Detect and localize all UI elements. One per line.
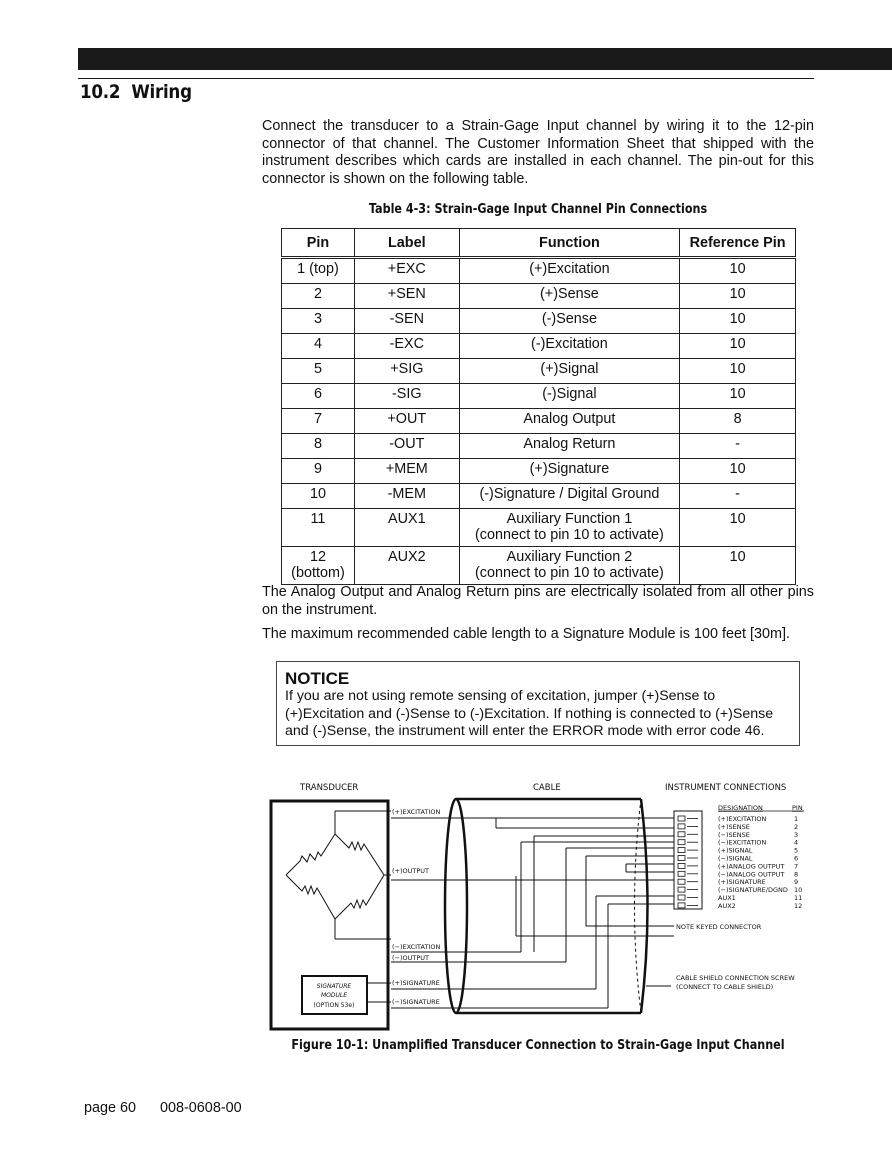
cell-function: (+)Signal — [459, 359, 679, 384]
table-row — [282, 309, 796, 334]
pin-designation-list — [718, 815, 802, 910]
cell-pin: 6 — [282, 384, 355, 409]
cell-function: Analog Return — [459, 434, 679, 459]
cell-function: (-)Excitation — [459, 334, 679, 359]
cell-pin: 7 — [282, 409, 355, 434]
pin-number: 4 — [794, 838, 799, 847]
cell-reference-pin: 10 — [680, 309, 796, 334]
column-header-pin: Pin — [282, 229, 355, 258]
connector-pin-slot — [678, 832, 685, 837]
pin-number: 3 — [794, 830, 799, 839]
pin-designation: (+)EXCITATION — [718, 815, 767, 823]
pin-designation: (−)EXCITATION — [718, 838, 767, 847]
pin-table-header-pin: PIN — [792, 804, 803, 812]
cell-label: AUX1 — [354, 509, 459, 547]
connector-pin-slot — [678, 895, 685, 900]
header-bar — [78, 48, 892, 70]
cell-reference-pin: 8 — [680, 409, 796, 434]
pin-number: 7 — [794, 862, 799, 871]
cell-function: Auxiliary Function 1 (connect to pin 10 to activate) — [459, 509, 679, 547]
pin-designation: AUX2 — [718, 901, 736, 910]
cell-pin: 10 — [282, 484, 355, 509]
cell-label: +SIG — [354, 359, 459, 384]
pin-number: 9 — [794, 878, 799, 887]
cell-pin: 3 — [282, 309, 355, 334]
section-heading — [80, 81, 192, 103]
pin-table-header-designation: DESIGNATION — [718, 804, 763, 812]
table-row — [282, 258, 796, 284]
bridge-resistor-network — [286, 811, 391, 939]
pin-designation: (+)SENSE — [718, 822, 750, 831]
wire-label-neg-output: (−)OUTPUT — [392, 954, 430, 962]
wire-label-neg-excitation: (−)EXCITATION — [392, 943, 441, 951]
pin-designation: AUX1 — [718, 894, 736, 902]
pin-designation: (−)SIGNATURE/DGND — [718, 886, 788, 895]
wire-label-neg-signature: (−)SIGNATURE — [392, 998, 440, 1006]
table-row — [282, 547, 796, 585]
table-row — [282, 509, 796, 547]
heading-cable: CABLE — [533, 783, 561, 793]
cell-label: -SEN — [354, 309, 459, 334]
keyed-connector-note: NOTE KEYED CONNECTOR — [676, 923, 762, 931]
connector-pin-slot — [678, 863, 685, 868]
header-rule — [78, 78, 814, 79]
wiring-diagram — [266, 776, 812, 1034]
cell-reference-pin: 10 — [680, 258, 796, 284]
heading-instrument: INSTRUMENT CONNECTIONS — [665, 783, 787, 793]
cell-reference-pin: 10 — [680, 334, 796, 359]
cell-label: AUX2 — [354, 547, 459, 585]
column-header-label: Label — [354, 229, 459, 258]
cell-label: +MEM — [354, 459, 459, 484]
table-row — [282, 359, 796, 384]
cell-reference-pin: 10 — [680, 547, 796, 585]
table-header-row — [282, 229, 796, 258]
notice-title: NOTICE — [285, 669, 350, 688]
signature-module-line-1: SIGNATURE — [316, 983, 352, 990]
signature-module-line-2: MODULE — [320, 992, 348, 999]
cell-reference-pin: 10 — [680, 384, 796, 409]
section-number: 10.2 — [80, 81, 121, 103]
pin-number: 12 — [794, 901, 803, 910]
pin-designation: (−)SIGNAL — [718, 854, 753, 863]
wire-label-pos-excitation: (+)EXCITATION — [392, 808, 441, 816]
cable-right-end — [641, 799, 648, 1013]
cell-pin: 4 — [282, 334, 355, 359]
pin-designation: (+)SIGNAL — [718, 846, 753, 855]
cell-function: (-)Sense — [459, 309, 679, 334]
connector-pin-slot — [678, 840, 685, 845]
cell-function: Analog Output — [459, 409, 679, 434]
cell-label: +SEN — [354, 284, 459, 309]
cell-function: (-)Signature / Digital Ground — [459, 484, 679, 509]
pin-connections-table — [281, 228, 796, 585]
notice-body: If you are not using remote sensing of excitation, jumper (+)Sense to (+)Excitation and (-)Sense to (-)Excitation. If nothing is connected to (+)Sense and (-)Sense, the instrument will enter the ERROR mode with error code 46. — [285, 688, 774, 739]
pin-number: 2 — [794, 822, 799, 831]
cell-label: -OUT — [354, 434, 459, 459]
connector-pin-slot — [678, 879, 685, 884]
cell-function: (+)Signature — [459, 459, 679, 484]
pin-number: 1 — [794, 815, 799, 823]
cell-function: Auxiliary Function 2 (connect to pin 10 to activate) — [459, 547, 679, 585]
cell-reference-pin: 10 — [680, 359, 796, 384]
connector-pin-slot — [678, 848, 685, 853]
wire-label-pos-output: (+)OUTPUT — [392, 867, 430, 875]
cell-function: (+)Sense — [459, 284, 679, 309]
cell-label: -SIG — [354, 384, 459, 409]
pin-designation: (−)ANALOG OUTPUT — [718, 870, 785, 879]
pin-designation: (+)SIGNATURE — [718, 878, 766, 887]
pin-designation: (+)ANALOG OUTPUT — [718, 862, 785, 871]
table-row — [282, 484, 796, 509]
heading-transducer: TRANSDUCER — [300, 783, 359, 793]
cable-wires — [449, 818, 674, 1008]
cell-pin: 5 — [282, 359, 355, 384]
table-row — [282, 384, 796, 409]
signature-module-line-3: (OPTION 53e) — [313, 1002, 355, 1009]
isolation-paragraph: The Analog Output and Analog Return pins are electrically isolated from all other pins on the instrument. — [262, 584, 814, 618]
connector-pins — [678, 816, 698, 908]
wire-label-pos-signature: (+)SIGNATURE — [392, 979, 440, 987]
connector-pin-slot — [678, 856, 685, 861]
table-caption: Table 4-3: Strain-Gage Input Channel Pin Connections — [368, 202, 708, 217]
connector-pin-slot — [678, 871, 685, 876]
column-header-function: Function — [459, 229, 679, 258]
pin-number: 11 — [794, 894, 803, 902]
shield-note-line-2: (CONNECT TO CABLE SHIELD) — [676, 983, 774, 991]
cell-pin: 11 — [282, 509, 355, 547]
cell-reference-pin: 10 — [680, 509, 796, 547]
table-row — [282, 459, 796, 484]
table-row — [282, 334, 796, 359]
cell-reference-pin: 10 — [680, 284, 796, 309]
table-body — [282, 258, 796, 585]
pin-number: 6 — [794, 854, 799, 863]
table-row — [282, 284, 796, 309]
pin-number: 10 — [794, 886, 803, 895]
pin-number: 8 — [794, 870, 799, 879]
document-number: 008-0608-00 — [160, 1100, 242, 1116]
cell-pin: 8 — [282, 434, 355, 459]
cell-function: (+)Excitation — [459, 258, 679, 284]
table-row — [282, 434, 796, 459]
notice-box — [276, 661, 800, 746]
column-header-reference-pin: Reference Pin — [680, 229, 796, 258]
figure-caption: Figure 10-1: Unamplified Transducer Connection to Strain-Gage Input Channel — [291, 1038, 785, 1053]
intro-paragraph: Connect the transducer to a Strain-Gage Input channel by wiring it to the 12-pin connector of that channel. The Customer Information Sheet that shipped with the instrument describes which cards are installed in each channel. The pin-out for this connector is shown on the following table. — [262, 118, 814, 187]
connector-pin-slot — [678, 816, 685, 821]
cable-body — [456, 799, 641, 1013]
connector-pin-slot — [678, 903, 685, 908]
cable-left-end — [445, 799, 467, 1013]
cell-label: -EXC — [354, 334, 459, 359]
cable-length-paragraph: The maximum recommended cable length to a Signature Module is 100 feet [30m]. — [262, 626, 790, 642]
cell-pin: 9 — [282, 459, 355, 484]
cell-label: +EXC — [354, 258, 459, 284]
section-title: Wiring — [131, 81, 192, 103]
connector-pin-slot — [678, 824, 685, 829]
connector-pin-slot — [678, 887, 685, 892]
cell-reference-pin: - — [680, 434, 796, 459]
cell-reference-pin: 10 — [680, 459, 796, 484]
table-row — [282, 409, 796, 434]
shield-note-line-1: CABLE SHIELD CONNECTION SCREW — [676, 974, 795, 982]
pin-designation: (−)SENSE — [718, 830, 750, 839]
cell-pin: 2 — [282, 284, 355, 309]
page-number: page 60 — [84, 1100, 137, 1116]
cell-label: +OUT — [354, 409, 459, 434]
pin-number: 5 — [794, 846, 799, 855]
cell-pin: 12 (bottom) — [282, 547, 355, 585]
cell-reference-pin: - — [680, 484, 796, 509]
cell-function: (-)Signal — [459, 384, 679, 409]
cell-label: -MEM — [354, 484, 459, 509]
cell-pin: 1 (top) — [282, 258, 355, 284]
